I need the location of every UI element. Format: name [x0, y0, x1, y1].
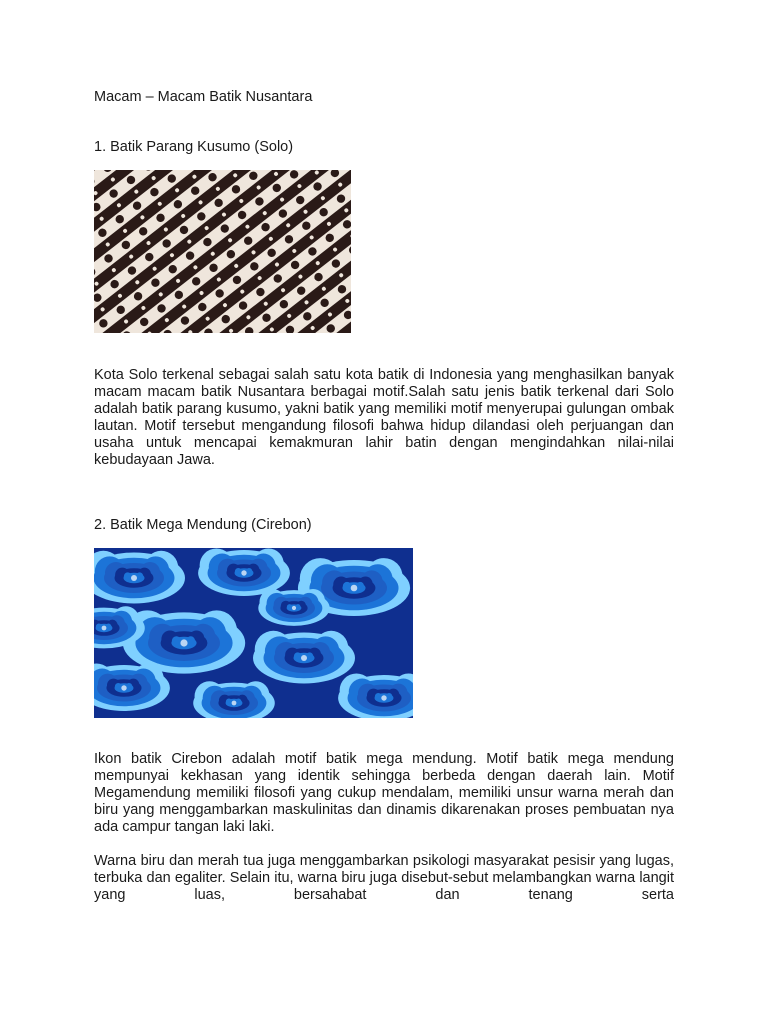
paragraph-parang: Kota Solo terkenal sebagai salah satu kota batik di Indonesia yang menghasilkan banyak macam macam batik Nusantara berbagai motif.Salah satu jenis batik terkenal dari Solo adalah batik parang kusumo, yakni batik yang memiliki motif menyerupai gulungan ombak lautan. Motif tersebut mengandung filosofi bahwa hidup dilandasi oleh perjuangan dan usaha untuk mencapai kemakmuran lahir batin dengan mengindahkan nilai-nilai kebudayaan Jawa. [94, 367, 674, 468]
section-heading-parang: 1. Batik Parang Kusumo (Solo) [94, 139, 294, 155]
paragraph-mega-mendung-1: Ikon batik Cirebon adalah motif batik mega mendung. Motif batik mega mendung mempunyai kekhasan yang identik sehingga berbeda dengan daerah lain. Motif Megamendung memiliki filosofi yang cukup mendalam, memiliki unsur warna merah dan biru yang menggambarkan maskulinitas dan dinamis dikarenakan proses pembuatan nya ada campur tangan laki laki. [94, 751, 674, 835]
section-heading-mega-mendung: 2. Batik Mega Mendung (Cirebon) [94, 517, 312, 533]
batik-parang-image [94, 170, 351, 333]
paragraph-mega-mendung-2: Warna biru dan merah tua juga menggambarkan psikologi masyarakat pesisir yang lugas, terbuka dan egaliter. Selain itu, warna biru juga disebut-sebut melambangkan warna langit yang luas, bersahabat dan tenang serta [94, 853, 674, 903]
document-title: Macam – Macam Batik Nusantara [94, 89, 313, 105]
batik-mega-mendung-image [94, 548, 413, 718]
batik-mega-mendung-pattern-icon [94, 548, 413, 718]
batik-parang-pattern-icon [94, 170, 351, 333]
